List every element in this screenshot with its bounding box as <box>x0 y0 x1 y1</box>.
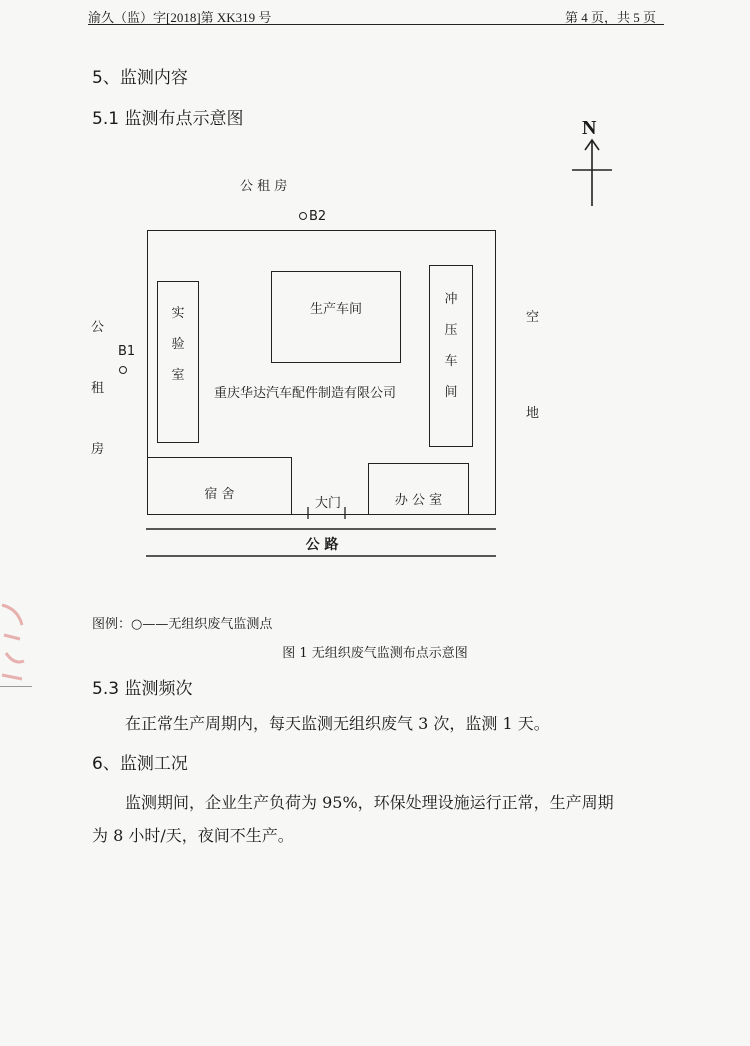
monitoring-point-b2-label: B2 <box>309 209 327 224</box>
stamping-workshop-label: 冲 压 车 间 <box>444 292 458 400</box>
main-gate-icon <box>300 505 352 521</box>
monitoring-point-b1-label: B1 <box>118 344 136 359</box>
production-workshop-building <box>271 271 401 363</box>
right-neighbor-label: 空 地 <box>526 310 540 421</box>
dormitory-label: 宿 舍 <box>204 487 235 502</box>
section-6-paragraph-line-2: 为 8 小时/天，夜间不生产。 <box>92 826 294 845</box>
section-5-3-paragraph: 在正常生产周期内，每天监测无组织废气 3 次，监测 1 天。 <box>125 714 550 733</box>
section-5-heading: 5、监测内容 <box>92 68 188 88</box>
diagram-caption: 图 1 无组织废气监测布点示意图 <box>282 646 468 661</box>
section-6-paragraph-line-1: 监测期间，企业生产负荷为 95%，环保处理设施运行正常，生产周期 <box>125 793 614 812</box>
main-gate-label: 大门 <box>315 496 342 511</box>
seal-fragment-icon <box>0 595 28 685</box>
road-label: 公 路 <box>305 537 339 553</box>
top-neighbor-label: 公 租 房 <box>240 179 288 194</box>
monitoring-point-b1-icon <box>119 366 127 374</box>
edge-mark <box>0 686 32 687</box>
section-5-1-heading: 5.1 监测布点示意图 <box>92 109 244 129</box>
office-label: 办 公 室 <box>394 493 443 508</box>
section-6-heading: 6、监测工况 <box>92 754 188 774</box>
document-number: 渝久（监）字[2018]第 XK319 号 <box>88 10 272 25</box>
laboratory-label: 实 验 室 <box>171 306 185 383</box>
company-name-label: 重庆华达汽车配件制造有限公司 <box>214 386 397 401</box>
monitoring-point-b2-icon <box>299 212 307 220</box>
north-arrow-icon <box>568 138 616 208</box>
left-neighbor-label: 公 租 房 <box>91 320 105 457</box>
page-number: 第 4 页，共 5 页 <box>565 10 657 25</box>
diagram-legend: 图例：○——无组织废气监测点 <box>92 617 273 632</box>
north-label: N <box>582 117 597 139</box>
section-5-3-heading: 5.3 监测频次 <box>92 679 193 699</box>
production-workshop-label: 生产车间 <box>309 302 362 317</box>
